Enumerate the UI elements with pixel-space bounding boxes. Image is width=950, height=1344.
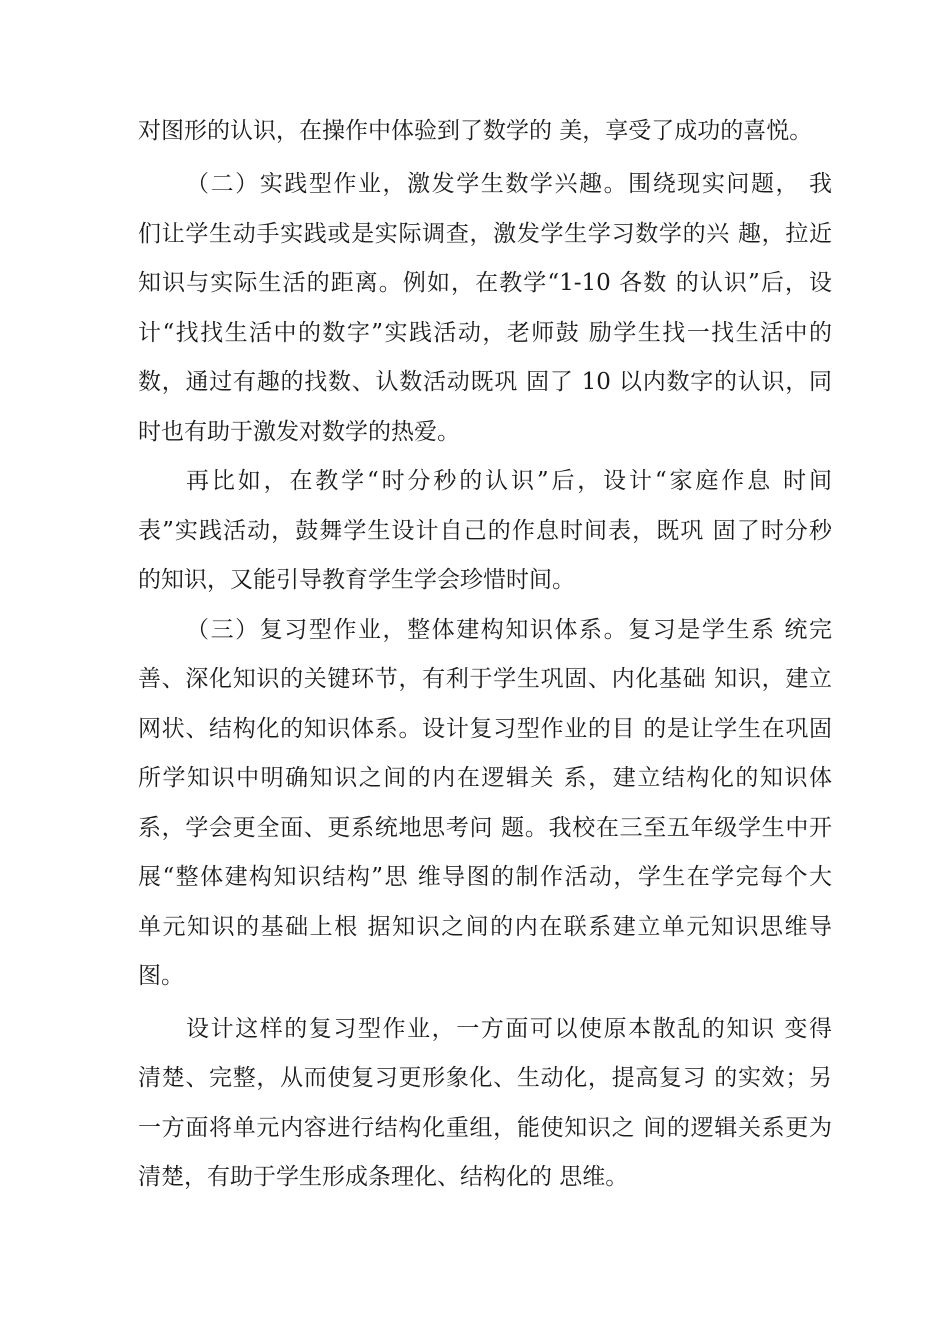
text-line-18: 图。 (138, 963, 184, 989)
text-line-2: （二）实践型作业，激发学生数学兴趣。围绕现实问题， 我 (186, 171, 832, 197)
text-line-17: 单元知识的基础上根 据知识之间的内在联系建立单元知识思维导 (138, 914, 832, 940)
text-line-12: 善、深化知识的关键环节，有利于学生巩固、内化基础 知识，建立 (138, 666, 832, 692)
text-line-20: 清楚、完整，从而使复习更形象化、生动化，提高复习 的实效；另 (138, 1065, 832, 1091)
text-line-21: 一方面将单元内容进行结构化重组，能使知识之 间的逻辑关系更为 (138, 1115, 832, 1141)
text-line-5: 计“找找生活中的数字”实践活动，老师鼓 励学生找一找生活中的 (138, 320, 832, 346)
text-line-10: 的知识，又能引导教育学生学会珍惜时间。 (138, 567, 575, 593)
text-line-13: 网状、结构化的知识体系。设计复习型作业的目 的是让学生在巩固 (138, 716, 832, 742)
text-line-6: 数，通过有趣的找数、认数活动既巩 固了 10 以内数字的认识，同 (138, 369, 832, 395)
text-line-7: 时也有助于激发对数学的热爱。 (138, 419, 460, 445)
text-line-15: 系，学会更全面、更系统地思考问 题。我校在三至五年级学生中开 (138, 815, 832, 841)
text-line-19: 设计这样的复习型作业，一方面可以使原本散乱的知识 变得 (186, 1016, 832, 1042)
text-line-8: 再比如，在教学“时分秒的认识”后，设计“家庭作息 时间 (186, 468, 832, 494)
text-line-16: 展“整体建构知识结构”思 维导图的制作活动，学生在学完每个大 (138, 864, 832, 890)
text-line-1: 对图形的认识，在操作中体验到了数学的 美，享受了成功的喜悦。 (138, 118, 813, 144)
text-line-22: 清楚，有助于学生形成条理化、结构化的 思维。 (138, 1164, 629, 1190)
text-line-4: 知识与实际生活的距离。例如，在教学“1-10 各数 的认识”后，设 (138, 270, 832, 296)
text-line-11: （三）复习型作业，整体建构知识体系。复习是学生系 统完 (186, 617, 832, 643)
text-line-9: 表”实践活动，鼓舞学生设计自己的作息时间表，既巩 固了时分秒 (138, 518, 832, 544)
text-line-14: 所学知识中明确知识之间的内在逻辑关 系，建立结构化的知识体 (138, 765, 832, 791)
text-line-3: 们让学生动手实践或是实际调查，激发学生学习数学的兴 趣，拉近 (138, 221, 832, 247)
